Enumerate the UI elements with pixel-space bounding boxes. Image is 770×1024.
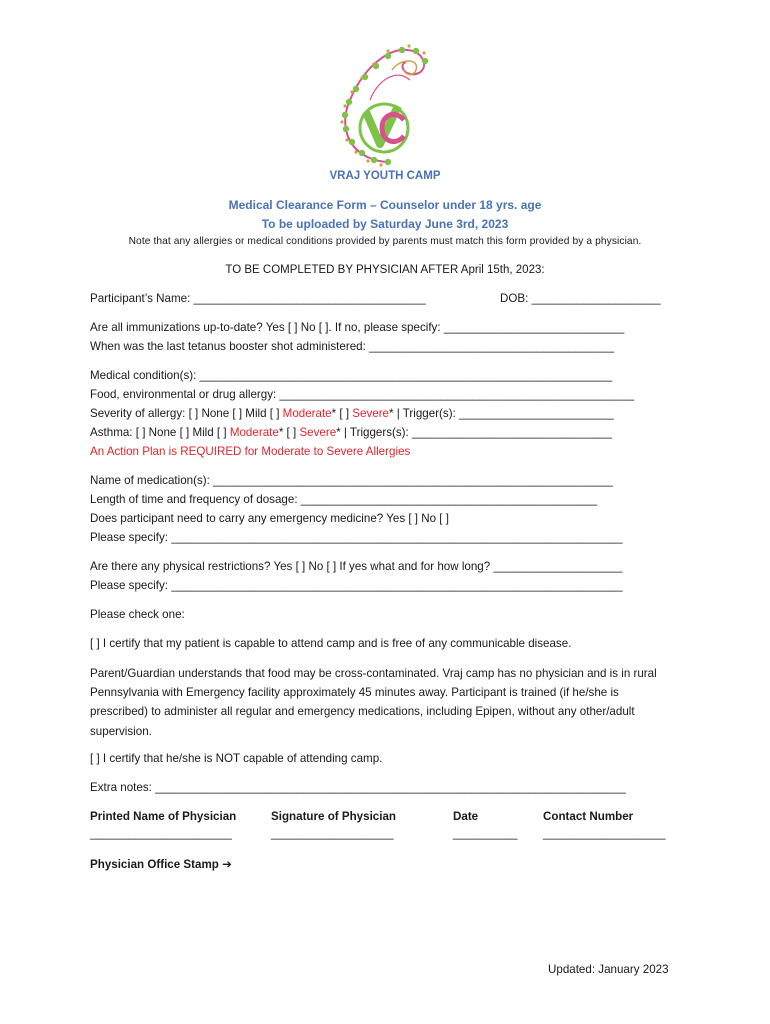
asthma-middle: * [ ] xyxy=(278,426,300,439)
allergy-severity-field[interactable] xyxy=(90,407,690,420)
severity-middle: * [ ] xyxy=(331,407,353,420)
medication-dosage-field[interactable]: Length of time and frequency of dosage: ______________________________________________ xyxy=(90,493,598,506)
medical-conditions-field[interactable]: Medical condition(s): ________________________________________________________________ xyxy=(90,369,613,382)
emergency-medicine-field[interactable]: Does participant need to carry any emergency medicine? Yes [ ] No [ ] xyxy=(90,512,449,525)
signature-label: Signature of Physician xyxy=(271,810,396,823)
certify-not-capable-checkbox[interactable]: [ ] I certify that he/she is NOT capable of attending camp. xyxy=(90,752,383,765)
form-title: Medical Clearance Form – Counselor under 18 yrs. age xyxy=(228,198,542,212)
contact-number-label: Contact Number xyxy=(543,810,634,823)
asthma-severe: Severe xyxy=(299,426,337,439)
signature-line[interactable]: ___________________ xyxy=(271,827,394,840)
stamp-label: Physician Office Stamp xyxy=(90,858,219,871)
check-one-label: Please check one: xyxy=(90,608,185,621)
updated-date: Updated: January 2023 xyxy=(548,963,669,976)
camp-name: VRAJ YOUTH CAMP xyxy=(329,170,441,182)
upload-deadline: To be uploaded by Saturday June 3rd, 2023 xyxy=(261,217,509,231)
contact-number-line[interactable]: ___________________ xyxy=(543,827,666,840)
medication-name-field[interactable]: Name of medication(s): ______________________________________________________________ xyxy=(90,474,613,487)
arrow-right-icon: ➔ xyxy=(222,858,232,871)
severity-suffix: * | Trigger(s): ________________________ xyxy=(389,407,614,420)
asthma-suffix: * | Triggers(s): _______________________________ xyxy=(336,426,612,439)
date-label: Date xyxy=(453,810,479,823)
severity-moderate: Moderate xyxy=(282,407,332,420)
physician-office-stamp xyxy=(90,857,232,871)
please-specify-field-2[interactable]: Please specify: ______________________________________________________________________ xyxy=(90,579,623,592)
participant-name-field[interactable]: Participant’s Name: ____________________________________ xyxy=(90,292,426,305)
extra-notes-field[interactable]: Extra notes: _________________________________________________________________________ xyxy=(90,781,626,794)
immunizations-field[interactable]: Are all immunizations up-to-date? Yes [ ] No [ ]. If no, please specify: ____________________________ xyxy=(90,321,625,334)
tetanus-field[interactable]: When was the last tetanus booster shot administered: ______________________________________ xyxy=(90,340,615,353)
printed-name-line[interactable]: ______________________ xyxy=(90,827,232,840)
allergy-field[interactable]: Food, environmental or drug allergy: _______________________________________________________ xyxy=(90,388,635,401)
certify-capable-checkbox[interactable]: [ ] I certify that my patient is capable to attend camp and is free of any communicable disease. xyxy=(90,637,572,650)
physical-restrictions-field[interactable]: Are there any physical restrictions? Yes [ ] No [ ] If yes what and for how long? ____________________ xyxy=(90,560,623,573)
dob-field[interactable]: DOB: ____________________ xyxy=(500,292,661,305)
asthma-prefix: Asthma: [ ] None [ ] Mild [ ] xyxy=(90,426,230,439)
printed-name-label: Printed Name of Physician xyxy=(90,810,237,823)
please-specify-field-1[interactable]: Please specify: ______________________________________________________________________ xyxy=(90,531,623,544)
severity-severe: Severe xyxy=(352,407,389,420)
date-line[interactable]: __________ xyxy=(453,827,518,840)
physician-note: Note that any allergies or medical conditions provided by parents must match this form provided by a physician. xyxy=(128,236,642,247)
asthma-moderate: Moderate xyxy=(229,426,279,439)
guardian-paragraph: Parent/Guardian understands that food may be cross-contaminated. Vraj camp has no physician and is in rural Pennsylvania with Emergency facility approximately 45 minutes away. Participant is trained (if he/she is prescribed) to administer all regular and emergency medications, including Epipen, without any other/adult supervision. xyxy=(90,667,657,738)
completion-instruction: TO BE COMPLETED BY PHYSICIAN AFTER April 15th, 2023: xyxy=(225,264,545,276)
asthma-field[interactable] xyxy=(90,426,690,439)
vraj-camp-logo-icon xyxy=(330,40,442,170)
action-plan-warning: An Action Plan is REQUIRED for Moderate to Severe Allergies xyxy=(90,445,411,458)
severity-prefix: Severity of allergy: [ ] None [ ] Mild [ ] xyxy=(90,407,283,420)
